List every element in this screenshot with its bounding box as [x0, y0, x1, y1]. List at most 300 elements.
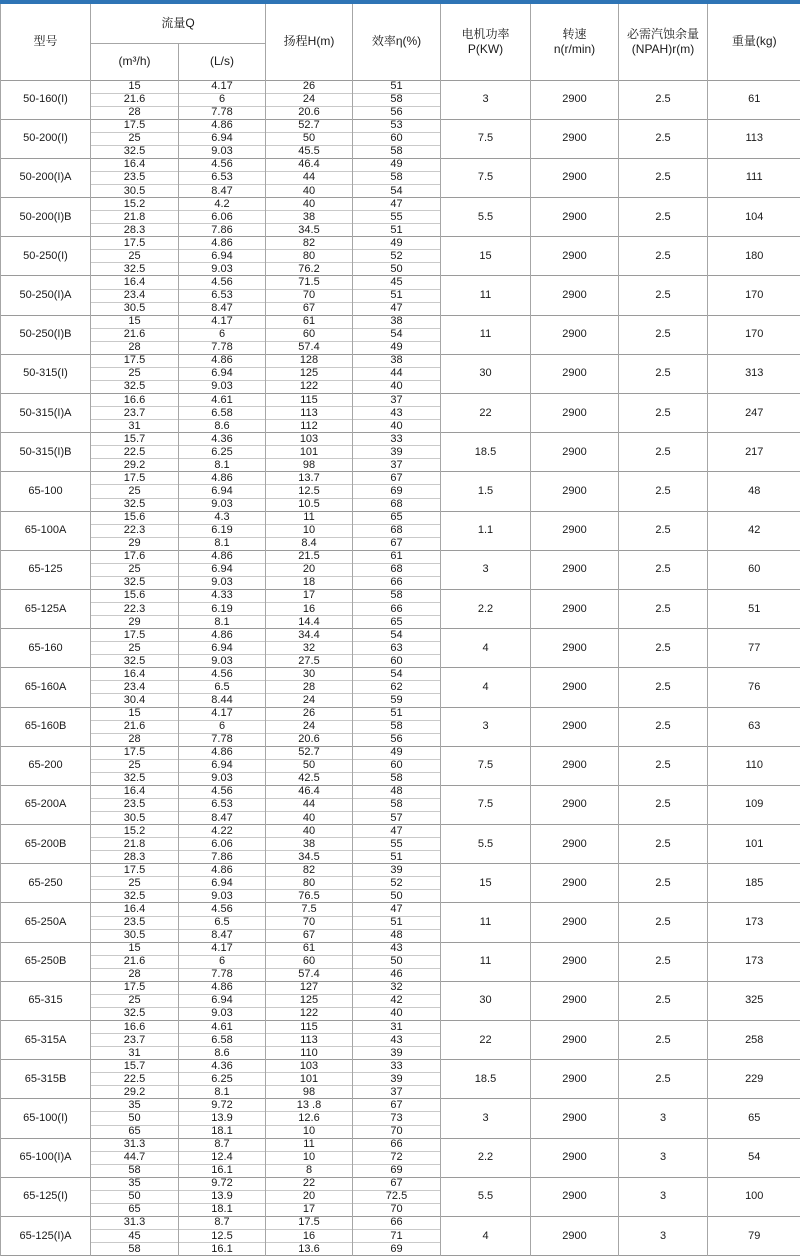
- flow-m3h-cell: 15.6: [91, 511, 179, 524]
- efficiency-cell: 66: [353, 1138, 441, 1151]
- speed-cell: 2900: [531, 1216, 619, 1255]
- flow-m3h-cell: 32.5: [91, 263, 179, 276]
- efficiency-cell: 71: [353, 1230, 441, 1243]
- efficiency-cell: 56: [353, 733, 441, 746]
- flow-m3h-cell: 29: [91, 616, 179, 629]
- head-cell: 103: [266, 433, 353, 446]
- weight-cell: 229: [708, 1060, 800, 1099]
- flow-ls-cell: 6.94: [179, 877, 266, 890]
- table-row: [1, 276, 800, 289]
- speed-cell: 2900: [531, 903, 619, 942]
- npsh-cell: 2.5: [619, 237, 708, 276]
- power-cell: 4: [441, 668, 531, 707]
- efficiency-cell: 51: [353, 224, 441, 237]
- power-cell: 1.5: [441, 472, 531, 511]
- speed-cell: 2900: [531, 629, 619, 668]
- flow-ls-cell: 4.17: [179, 315, 266, 328]
- flow-ls-cell: 4.86: [179, 472, 266, 485]
- efficiency-cell: 55: [353, 211, 441, 224]
- power-cell: 2.2: [441, 589, 531, 628]
- speed-cell: 2900: [531, 237, 619, 276]
- speed-cell: 2900: [531, 198, 619, 237]
- power-cell: 7.5: [441, 158, 531, 197]
- model-cell: 50-315(I)B: [1, 433, 91, 472]
- flow-ls-cell: 4.56: [179, 158, 266, 171]
- head-cell: 13 .8: [266, 1099, 353, 1112]
- head-cell: 38: [266, 211, 353, 224]
- table-row: [1, 511, 800, 524]
- table-row: [1, 668, 800, 681]
- head-cell: 67: [266, 302, 353, 315]
- npsh-cell: 2.5: [619, 80, 708, 119]
- speed-cell: 2900: [531, 785, 619, 824]
- head-cell: 20: [266, 563, 353, 576]
- model-cell: 65-200B: [1, 825, 91, 864]
- table-row: [1, 198, 800, 211]
- flow-ls-cell: 6.06: [179, 211, 266, 224]
- model-cell: 65-200: [1, 746, 91, 785]
- model-cell: 65-160: [1, 629, 91, 668]
- head-cell: 17: [266, 1203, 353, 1216]
- power-cell: 22: [441, 1021, 531, 1060]
- head-cell: 76.5: [266, 890, 353, 903]
- flow-ls-cell: 4.36: [179, 433, 266, 446]
- flow-ls-cell: 4.36: [179, 1060, 266, 1073]
- flow-ls-cell: 7.86: [179, 224, 266, 237]
- efficiency-cell: 73: [353, 1112, 441, 1125]
- power-cell: 18.5: [441, 433, 531, 472]
- flow-m3h-cell: 28: [91, 968, 179, 981]
- flow-ls-cell: 9.03: [179, 655, 266, 668]
- head-cell: 13.6: [266, 1243, 353, 1256]
- flow-ls-cell: 4.61: [179, 1021, 266, 1034]
- efficiency-cell: 61: [353, 550, 441, 563]
- col-header-weight: 重量(kg): [708, 4, 800, 80]
- flow-ls-cell: 8.7: [179, 1138, 266, 1151]
- power-cell: 22: [441, 394, 531, 433]
- efficiency-cell: 38: [353, 315, 441, 328]
- efficiency-cell: 38: [353, 354, 441, 367]
- npsh-cell: 2.5: [619, 785, 708, 824]
- head-cell: 61: [266, 942, 353, 955]
- head-cell: 26: [266, 707, 353, 720]
- efficiency-cell: 67: [353, 1177, 441, 1190]
- npsh-cell: 2.5: [619, 472, 708, 511]
- efficiency-cell: 66: [353, 603, 441, 616]
- flow-m3h-cell: 35: [91, 1099, 179, 1112]
- flow-m3h-cell: 23.5: [91, 798, 179, 811]
- flow-m3h-cell: 15.7: [91, 433, 179, 446]
- flow-m3h-cell: 32.5: [91, 890, 179, 903]
- efficiency-cell: 52: [353, 877, 441, 890]
- head-cell: 38: [266, 838, 353, 851]
- table-row: [1, 433, 800, 446]
- weight-cell: 101: [708, 825, 800, 864]
- head-cell: 112: [266, 420, 353, 433]
- flow-ls-cell: 9.03: [179, 498, 266, 511]
- flow-ls-cell: 7.78: [179, 341, 266, 354]
- efficiency-cell: 47: [353, 825, 441, 838]
- flow-m3h-cell: 22.3: [91, 603, 179, 616]
- head-cell: 24: [266, 93, 353, 106]
- head-cell: 113: [266, 407, 353, 420]
- flow-m3h-cell: 28.3: [91, 224, 179, 237]
- power-cell: 3: [441, 550, 531, 589]
- flow-ls-cell: 9.72: [179, 1177, 266, 1190]
- model-cell: 65-250B: [1, 942, 91, 981]
- flow-m3h-cell: 15: [91, 315, 179, 328]
- flow-ls-cell: 8.7: [179, 1216, 266, 1229]
- head-cell: 110: [266, 1047, 353, 1060]
- table-row: [1, 1021, 800, 1034]
- flow-ls-cell: 6.94: [179, 132, 266, 145]
- head-cell: 16: [266, 603, 353, 616]
- head-cell: 20.6: [266, 106, 353, 119]
- flow-m3h-cell: 17.5: [91, 472, 179, 485]
- flow-ls-cell: 6.58: [179, 407, 266, 420]
- flow-m3h-cell: 29: [91, 537, 179, 550]
- flow-ls-cell: 4.56: [179, 276, 266, 289]
- efficiency-cell: 39: [353, 864, 441, 877]
- head-cell: 21.5: [266, 550, 353, 563]
- flow-ls-cell: 4.56: [179, 903, 266, 916]
- model-cell: 50-315(I): [1, 354, 91, 393]
- efficiency-cell: 63: [353, 642, 441, 655]
- model-cell: 65-315: [1, 981, 91, 1020]
- model-cell: 65-100A: [1, 511, 91, 550]
- flow-m3h-cell: 30.5: [91, 812, 179, 825]
- flow-ls-cell: 4.86: [179, 550, 266, 563]
- flow-ls-cell: 9.03: [179, 576, 266, 589]
- table-row: [1, 158, 800, 171]
- efficiency-cell: 51: [353, 707, 441, 720]
- table-row: [1, 1216, 800, 1229]
- weight-cell: 173: [708, 903, 800, 942]
- power-cell: 11: [441, 315, 531, 354]
- flow-ls-cell: 6.19: [179, 524, 266, 537]
- head-cell: 20.6: [266, 733, 353, 746]
- flow-m3h-cell: 30.5: [91, 929, 179, 942]
- flow-ls-cell: 16.1: [179, 1164, 266, 1177]
- col-header-power-line2: P(KW): [467, 41, 504, 56]
- weight-cell: 217: [708, 433, 800, 472]
- efficiency-cell: 59: [353, 694, 441, 707]
- efficiency-cell: 50: [353, 263, 441, 276]
- flow-m3h-cell: 15: [91, 942, 179, 955]
- col-header-speed-line1: 转速: [562, 26, 587, 41]
- flow-m3h-cell: 25: [91, 642, 179, 655]
- flow-ls-cell: 8.6: [179, 1047, 266, 1060]
- flow-m3h-cell: 16.4: [91, 668, 179, 681]
- model-cell: 65-250A: [1, 903, 91, 942]
- col-header-npsh-line1: 必需汽蚀余量: [626, 26, 699, 41]
- power-cell: 7.5: [441, 785, 531, 824]
- power-cell: 5.5: [441, 825, 531, 864]
- table-row: [1, 80, 800, 93]
- flow-m3h-cell: 50: [91, 1112, 179, 1125]
- flow-ls-cell: 6.25: [179, 1073, 266, 1086]
- efficiency-cell: 54: [353, 668, 441, 681]
- npsh-cell: 3: [619, 1177, 708, 1216]
- flow-m3h-cell: 25: [91, 250, 179, 263]
- efficiency-cell: 66: [353, 576, 441, 589]
- model-cell: 65-250: [1, 864, 91, 903]
- flow-m3h-cell: 31.3: [91, 1216, 179, 1229]
- table-row: [1, 1177, 800, 1190]
- flow-ls-cell: 9.72: [179, 1099, 266, 1112]
- flow-ls-cell: 6.5: [179, 916, 266, 929]
- efficiency-cell: 54: [353, 328, 441, 341]
- col-header-npsh: [619, 4, 708, 80]
- efficiency-cell: 58: [353, 93, 441, 106]
- table-row: [1, 354, 800, 367]
- power-cell: 5.5: [441, 198, 531, 237]
- head-cell: 44: [266, 798, 353, 811]
- speed-cell: 2900: [531, 864, 619, 903]
- table-row: [1, 825, 800, 838]
- head-cell: 80: [266, 250, 353, 263]
- efficiency-cell: 72: [353, 1151, 441, 1164]
- npsh-cell: 2.5: [619, 394, 708, 433]
- flow-m3h-cell: 30.5: [91, 302, 179, 315]
- head-cell: 70: [266, 289, 353, 302]
- npsh-cell: 3: [619, 1138, 708, 1177]
- flow-m3h-cell: 15.6: [91, 589, 179, 602]
- flow-m3h-cell: 21.6: [91, 93, 179, 106]
- flow-m3h-cell: 23.7: [91, 1034, 179, 1047]
- head-cell: 127: [266, 981, 353, 994]
- flow-m3h-cell: 17.5: [91, 629, 179, 642]
- flow-ls-cell: 8.6: [179, 420, 266, 433]
- efficiency-cell: 44: [353, 367, 441, 380]
- head-cell: 18: [266, 576, 353, 589]
- speed-cell: 2900: [531, 981, 619, 1020]
- flow-ls-cell: 4.17: [179, 942, 266, 955]
- flow-ls-cell: 8.47: [179, 302, 266, 315]
- head-cell: 98: [266, 459, 353, 472]
- head-cell: 46.4: [266, 158, 353, 171]
- flow-ls-cell: 9.03: [179, 890, 266, 903]
- head-cell: 11: [266, 511, 353, 524]
- head-cell: 67: [266, 929, 353, 942]
- flow-ls-cell: 6.53: [179, 289, 266, 302]
- head-cell: 46.4: [266, 785, 353, 798]
- speed-cell: 2900: [531, 354, 619, 393]
- efficiency-cell: 40: [353, 380, 441, 393]
- head-cell: 8.4: [266, 537, 353, 550]
- head-cell: 80: [266, 877, 353, 890]
- efficiency-cell: 37: [353, 1086, 441, 1099]
- flow-m3h-cell: 28.3: [91, 851, 179, 864]
- flow-m3h-cell: 15: [91, 80, 179, 93]
- npsh-cell: 2.5: [619, 276, 708, 315]
- efficiency-cell: 65: [353, 511, 441, 524]
- flow-m3h-cell: 16.4: [91, 785, 179, 798]
- speed-cell: 2900: [531, 668, 619, 707]
- table-body: [1, 80, 800, 1256]
- flow-ls-cell: 4.56: [179, 785, 266, 798]
- weight-cell: 54: [708, 1138, 800, 1177]
- weight-cell: 313: [708, 354, 800, 393]
- power-cell: 11: [441, 903, 531, 942]
- flow-m3h-cell: 31: [91, 1047, 179, 1060]
- model-cell: 65-125: [1, 550, 91, 589]
- head-cell: 24: [266, 720, 353, 733]
- efficiency-cell: 60: [353, 655, 441, 668]
- table-row: [1, 1099, 800, 1112]
- npsh-cell: 2.5: [619, 119, 708, 158]
- head-cell: 24: [266, 694, 353, 707]
- speed-cell: 2900: [531, 589, 619, 628]
- power-cell: 30: [441, 354, 531, 393]
- table-header: [1, 4, 800, 80]
- speed-cell: 2900: [531, 1138, 619, 1177]
- weight-cell: 111: [708, 158, 800, 197]
- weight-cell: 180: [708, 237, 800, 276]
- flow-ls-cell: 6: [179, 93, 266, 106]
- power-cell: 7.5: [441, 746, 531, 785]
- flow-m3h-cell: 32.5: [91, 655, 179, 668]
- flow-m3h-cell: 30.4: [91, 694, 179, 707]
- table-row: [1, 119, 800, 132]
- head-cell: 26: [266, 80, 353, 93]
- efficiency-cell: 33: [353, 1060, 441, 1073]
- flow-ls-cell: 12.4: [179, 1151, 266, 1164]
- flow-m3h-cell: 45: [91, 1230, 179, 1243]
- head-cell: 115: [266, 1021, 353, 1034]
- flow-m3h-cell: 15: [91, 707, 179, 720]
- header-row-1: [1, 4, 800, 43]
- flow-m3h-cell: 28: [91, 733, 179, 746]
- efficiency-cell: 49: [353, 341, 441, 354]
- efficiency-cell: 72.5: [353, 1190, 441, 1203]
- model-cell: 65-160A: [1, 668, 91, 707]
- flow-m3h-cell: 28: [91, 106, 179, 119]
- speed-cell: 2900: [531, 1099, 619, 1138]
- head-cell: 71.5: [266, 276, 353, 289]
- flow-ls-cell: 4.86: [179, 119, 266, 132]
- flow-m3h-cell: 22.5: [91, 446, 179, 459]
- weight-cell: 61: [708, 80, 800, 119]
- head-cell: 14.4: [266, 616, 353, 629]
- col-header-power: [441, 4, 531, 80]
- efficiency-cell: 43: [353, 1034, 441, 1047]
- model-cell: 50-200(I)A: [1, 158, 91, 197]
- flow-m3h-cell: 44.7: [91, 1151, 179, 1164]
- flow-ls-cell: 6: [179, 328, 266, 341]
- npsh-cell: 2.5: [619, 629, 708, 668]
- efficiency-cell: 58: [353, 720, 441, 733]
- weight-cell: 170: [708, 276, 800, 315]
- efficiency-cell: 57: [353, 812, 441, 825]
- npsh-cell: 2.5: [619, 903, 708, 942]
- efficiency-cell: 55: [353, 838, 441, 851]
- speed-cell: 2900: [531, 315, 619, 354]
- flow-m3h-cell: 28: [91, 341, 179, 354]
- weight-cell: 110: [708, 746, 800, 785]
- flow-m3h-cell: 22.3: [91, 524, 179, 537]
- head-cell: 34.4: [266, 629, 353, 642]
- head-cell: 125: [266, 367, 353, 380]
- power-cell: 3: [441, 707, 531, 746]
- efficiency-cell: 51: [353, 851, 441, 864]
- efficiency-cell: 48: [353, 929, 441, 942]
- flow-ls-cell: 4.86: [179, 354, 266, 367]
- efficiency-cell: 39: [353, 1073, 441, 1086]
- head-cell: 101: [266, 1073, 353, 1086]
- flow-m3h-cell: 32.5: [91, 498, 179, 511]
- efficiency-cell: 60: [353, 759, 441, 772]
- flow-m3h-cell: 32.5: [91, 380, 179, 393]
- efficiency-cell: 39: [353, 1047, 441, 1060]
- efficiency-cell: 43: [353, 942, 441, 955]
- efficiency-cell: 68: [353, 498, 441, 511]
- efficiency-cell: 70: [353, 1125, 441, 1138]
- efficiency-cell: 69: [353, 1164, 441, 1177]
- efficiency-cell: 45: [353, 276, 441, 289]
- flow-m3h-cell: 21.6: [91, 328, 179, 341]
- flow-m3h-cell: 65: [91, 1125, 179, 1138]
- weight-cell: 42: [708, 511, 800, 550]
- flow-m3h-cell: 16.4: [91, 903, 179, 916]
- efficiency-cell: 68: [353, 563, 441, 576]
- model-cell: 50-200(I): [1, 119, 91, 158]
- head-cell: 10: [266, 524, 353, 537]
- head-cell: 61: [266, 315, 353, 328]
- efficiency-cell: 31: [353, 1021, 441, 1034]
- flow-ls-cell: 6.94: [179, 250, 266, 263]
- speed-cell: 2900: [531, 80, 619, 119]
- flow-ls-cell: 6: [179, 720, 266, 733]
- npsh-cell: 2.5: [619, 315, 708, 354]
- efficiency-cell: 67: [353, 537, 441, 550]
- flow-m3h-cell: 35: [91, 1177, 179, 1190]
- power-cell: 15: [441, 237, 531, 276]
- flow-ls-cell: 8.47: [179, 929, 266, 942]
- weight-cell: 170: [708, 315, 800, 354]
- flow-ls-cell: 6: [179, 955, 266, 968]
- efficiency-cell: 69: [353, 485, 441, 498]
- speed-cell: 2900: [531, 707, 619, 746]
- head-cell: 98: [266, 1086, 353, 1099]
- head-cell: 50: [266, 132, 353, 145]
- flow-ls-cell: 6.53: [179, 171, 266, 184]
- efficiency-cell: 62: [353, 681, 441, 694]
- efficiency-cell: 66: [353, 1216, 441, 1229]
- flow-m3h-cell: 25: [91, 877, 179, 890]
- col-header-efficiency: 效率η(%): [353, 4, 441, 80]
- head-cell: 125: [266, 994, 353, 1007]
- power-cell: 11: [441, 276, 531, 315]
- flow-ls-cell: 4.22: [179, 825, 266, 838]
- table-row: [1, 394, 800, 407]
- flow-m3h-cell: 15.7: [91, 1060, 179, 1073]
- efficiency-cell: 46: [353, 968, 441, 981]
- head-cell: 17: [266, 589, 353, 602]
- efficiency-cell: 51: [353, 80, 441, 93]
- weight-cell: 104: [708, 198, 800, 237]
- flow-m3h-cell: 50: [91, 1190, 179, 1203]
- head-cell: 17.5: [266, 1216, 353, 1229]
- head-cell: 10.5: [266, 498, 353, 511]
- efficiency-cell: 54: [353, 629, 441, 642]
- flow-m3h-cell: 22.5: [91, 1073, 179, 1086]
- weight-cell: 63: [708, 707, 800, 746]
- head-cell: 11: [266, 1138, 353, 1151]
- flow-ls-cell: 6.94: [179, 759, 266, 772]
- flow-ls-cell: 4.86: [179, 864, 266, 877]
- power-cell: 15: [441, 864, 531, 903]
